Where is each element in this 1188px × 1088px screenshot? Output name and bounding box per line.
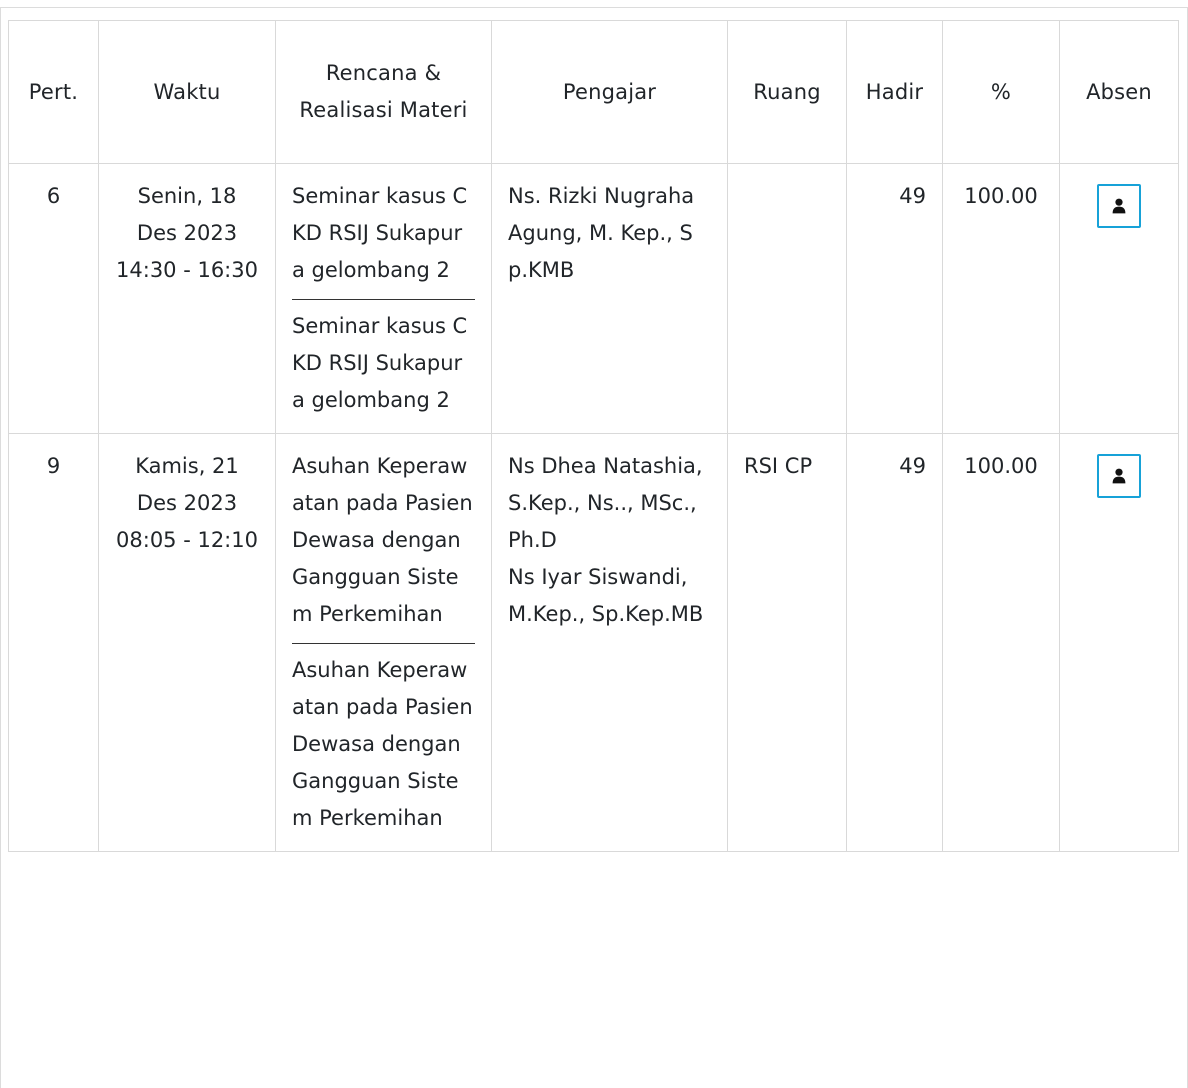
pengajar-name: Ns Iyar Siswandi, M.Kep., Sp.Kep.MB <box>508 565 704 626</box>
waktu-time: 14:30 - 16:30 <box>116 258 258 282</box>
header-persen: % <box>943 21 1060 164</box>
user-icon <box>1112 468 1126 484</box>
waktu-day: Kamis, 21 <box>135 454 239 478</box>
cell-waktu <box>99 434 276 852</box>
materi-realisasi: Seminar kasus CKD RSIJ Sukapura gelombang 2 <box>292 314 468 412</box>
materi-divider <box>292 299 475 300</box>
pengajar-name: Ns Dhea Natashia, S.Kep., Ns.., MSc., Ph.D <box>508 454 703 552</box>
cell-materi <box>276 164 492 434</box>
table-row <box>9 434 1179 852</box>
cell-absen <box>1060 164 1179 434</box>
table-row <box>9 164 1179 434</box>
header-row <box>9 21 1179 164</box>
table-header <box>9 21 1179 164</box>
pengajar-name: Ns. Rizki Nugraha Agung, M. Kep., Sp.KMB <box>508 184 695 282</box>
header-hadir: Hadir <box>847 21 943 164</box>
materi-realisasi: Asuhan Keperawatan pada Pasien Dewasa dengan Gangguan Sistem Perkemihan <box>292 658 473 830</box>
waktu-date: Des 2023 <box>136 491 238 515</box>
materi-rencana: Seminar kasus CKD RSIJ Sukapura gelombang 2 <box>292 184 468 282</box>
materi-rencana: Asuhan Keperawatan pada Pasien Dewasa dengan Gangguan Sistem Perkemihan <box>292 454 473 626</box>
cell-pengajar <box>492 164 728 434</box>
cell-hadir: 49 <box>847 164 943 434</box>
absen-button[interactable] <box>1097 184 1141 228</box>
top-strip <box>0 0 1188 8</box>
cell-persen: 100.00 <box>943 164 1060 434</box>
table-body <box>9 164 1179 852</box>
user-icon <box>1112 198 1126 214</box>
cell-materi <box>276 434 492 852</box>
header-ruang: Ruang <box>728 21 847 164</box>
cell-pert: 9 <box>9 434 99 852</box>
cell-ruang: RSI CP <box>728 434 847 852</box>
header-absen: Absen <box>1060 21 1179 164</box>
header-pert: Pert. <box>9 21 99 164</box>
header-pengajar: Pengajar <box>492 21 728 164</box>
absen-button[interactable] <box>1097 454 1141 498</box>
cell-absen <box>1060 434 1179 852</box>
waktu-date: Des 2023 <box>136 221 238 245</box>
cell-persen: 100.00 <box>943 434 1060 852</box>
cell-waktu <box>99 164 276 434</box>
materi-divider <box>292 643 475 644</box>
header-waktu: Waktu <box>99 21 276 164</box>
cell-pengajar <box>492 434 728 852</box>
header-materi: Rencana & Realisasi Materi <box>276 21 492 164</box>
waktu-day: Senin, 18 <box>137 184 237 208</box>
attendance-schedule-table <box>8 20 1179 852</box>
waktu-time: 08:05 - 12:10 <box>116 528 258 552</box>
cell-ruang <box>728 164 847 434</box>
cell-hadir: 49 <box>847 434 943 852</box>
cell-pert: 6 <box>9 164 99 434</box>
